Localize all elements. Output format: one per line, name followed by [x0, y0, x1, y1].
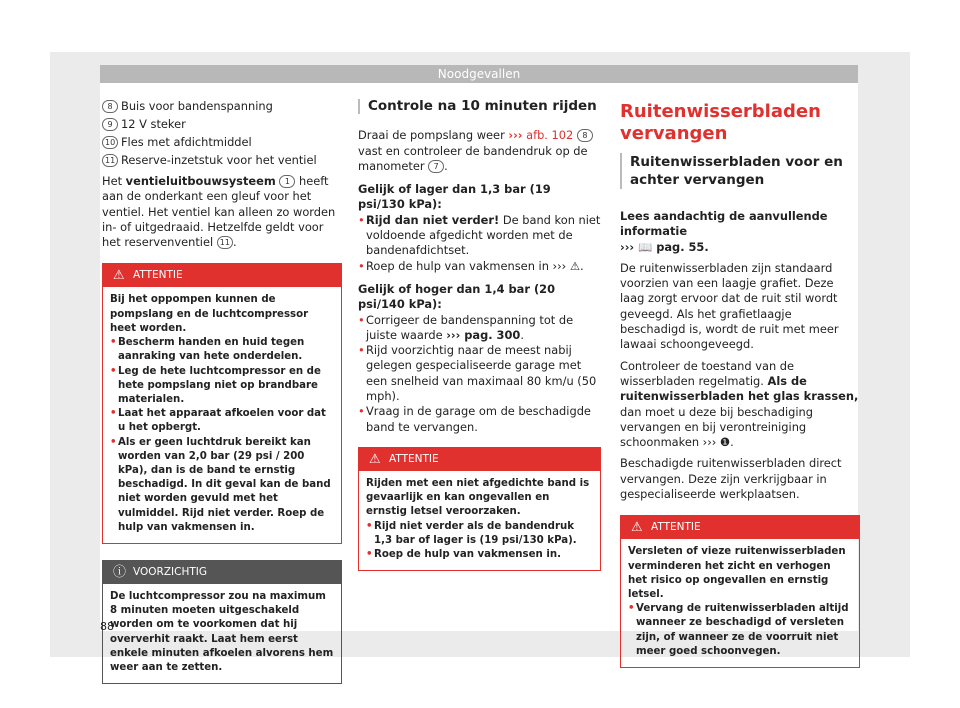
list-item-text: Buis voor bandenspanning — [121, 99, 273, 113]
page-link[interactable]: ››› 📖 pag. 55. — [620, 239, 709, 254]
figure-link[interactable]: afb. 102 — [522, 128, 574, 143]
caution-body: De luchtcompressor zou na maximum 8 minuten moeten uitgeschakeld worden om te voorkomen dat hij oververhit raakt. Laat hem eerst enkele minuten afkoelen alvorens hem weer aan te zetten. — [110, 590, 334, 673]
attention-box — [102, 263, 342, 543]
item-number: 10 — [102, 136, 118, 149]
bullet: • Vraag in de garage om de beschadigde band te vervangen. — [358, 404, 591, 434]
ref-badge: 7 — [428, 160, 444, 173]
ref-badge: 8 — [577, 129, 593, 142]
item-number: 11 — [102, 154, 118, 167]
item-number: 8 — [102, 100, 118, 113]
list-item-text: 12 V steker — [121, 117, 186, 131]
high-pressure-heading: Gelijk of hoger dan 1,4 bar (20 psi/140 kPa): — [358, 281, 556, 312]
paragraph: Beschadigde ruitenwisserbladen direct vervangen. Deze zijn verkrijgbaar in gespecialiseerde werkplaatsen. — [620, 456, 842, 502]
bullet: • Roep de hulp van vakmensen in. — [366, 548, 561, 560]
bullet: • Vervang de ruitenwisserbladen altijd wanneer ze beschadigd of versleten zijn, of wanneer ze de voorruit niet meer goed schoonvegen. — [628, 603, 849, 657]
bullet: • Rijd dan niet verder! De band kon niet voldoende afgedicht worden met de bandenafdichtset. — [358, 212, 601, 258]
warning-icon: ⚠ — [369, 451, 381, 467]
list-item — [102, 115, 342, 133]
column-3 — [620, 101, 860, 668]
attention-header: ⚠ ATTENTIE — [359, 448, 600, 471]
low-pressure-heading: Gelijk of lager dan 1,3 bar (19 psi/130 kPa): — [358, 182, 551, 212]
intro-paragraph: Draai de pompslang weer ››› afb. 102 8 vast en controleer de bandendruk op de manometer 7 . — [358, 128, 601, 174]
section-header: Noodgevallen — [100, 65, 858, 83]
bullet: • Rijd niet verder als de bandendruk 1,3 bar of lager is (19 psi/130 kPa). — [366, 520, 577, 546]
item-number: 9 — [102, 118, 118, 131]
column-1 — [102, 97, 342, 684]
attention-box — [620, 515, 860, 668]
list-item-text: Reserve-inzetstuk voor het ventiel — [121, 153, 317, 167]
caution-box — [102, 560, 342, 684]
page-content — [100, 83, 859, 673]
caution-header: ⓘ VOORZICHTIG — [103, 561, 341, 584]
info-icon: ⓘ — [113, 564, 127, 580]
bullet: • Als er geen luchtdruk bereikt kan worden van 2,0 bar (29 psi / 200 kPa), dan is de band te ernstig beschadigd. In dit geval kan de band niet worden gevuld met het vulmiddel. Rijd niet verder. Roep de hulp van vakmensen in. — [110, 436, 331, 533]
bullet: • Rijd voorzichtig naar de meest nabij gelegen gespecialiseerde garage met een snelheid van maximaal 80 km/u (50 mph). — [358, 343, 597, 404]
chapter-title: Ruitenwisserbladen vervangen — [620, 101, 821, 144]
section-subtitle: Ruitenwisserbladen voor en achter vervangen — [620, 153, 860, 189]
warning-icon: ⚠ — [113, 268, 125, 284]
section-heading: Controle na 10 minuten rijden — [358, 99, 601, 114]
bullet: • Bescherm handen en huid tegen aanraking van hete onderdelen. — [110, 337, 305, 363]
list-item — [102, 151, 342, 169]
valve-paragraph: Het ventieluitbouwsysteem 1 heeft aan de onderkant een gleuf voor het ventiel. Het ventiel kan alleen zo worden in- of uitgedraaid. Hetzelfde geldt voor het reservenventiel 11 . — [102, 174, 336, 250]
ref-badge: 11 — [217, 236, 233, 249]
list-item — [102, 97, 342, 115]
bullet: • Laat het apparaat afkoelen voor dat u het opbergt. — [110, 408, 326, 434]
info-reference: Lees aandachtig de aanvullende informatie ››› 📖 pag. 55. — [620, 209, 828, 254]
attention-body: Versleten of vieze ruitenwisserbladen verminderen het zicht en verhogen het risico op ongevallen en ernstig letsel. • Vervang de ruitenwisserbladen altijd wanneer ze beschadigd of versleten zijn, of wanneer ze de voorruit niet meer goed schoonvegen. — [621, 539, 859, 667]
bullet: • Leg de hete luchtcompressor en de hete pompslang niet op brandbare materialen. — [110, 365, 321, 405]
bullet: • Roep de hulp van vakmensen in ››› ⚠. — [358, 258, 584, 273]
warning-icon: ⚠ — [631, 520, 643, 536]
page-link[interactable]: ››› pag. 300 — [446, 327, 521, 342]
column-2 — [358, 99, 601, 571]
paragraph: De ruitenwisserbladen zijn standaard voorzien van een laagje grafiet. Deze laag zorgt ervoor dat de ruit stil wordt geveegd. Als het grafietlaagje beschadigd is, wordt de ruit met meer lawaai schoongeveegd. — [620, 260, 839, 352]
attention-header: ⚠ ATTENTIE — [621, 516, 859, 539]
paragraph: Controleer de toestand van de wisserbladen regelmatig. Als de ruitenwisserbladen het glas krassen, dan moet u deze bij beschadiging vervangen en bij verontreiniging schoonmaken ››› ❶. — [620, 358, 859, 450]
ref-badge: 1 — [279, 175, 295, 188]
list-item — [102, 133, 342, 151]
list-item-text: Fles met afdichtmiddel — [121, 135, 252, 149]
bullet: • Corrigeer de bandenspanning tot de juiste waarde ››› pag. 300. — [358, 312, 574, 342]
attention-box — [358, 447, 601, 571]
attention-body: Rijden met een niet afgedichte band is gevaarlijk en kan ongevallen en ernstig letsel veroorzaken. • Rijd niet verder als de bandendruk 1,3 bar of lager is (19 psi/130 kPa). • Roep de hulp van vakmensen in. — [359, 471, 600, 570]
page-number: 88 — [100, 620, 114, 633]
attention-body: Bij het oppompen kunnen de pompslang en de luchtcompressor heet worden. • Bescherm handen en huid tegen aanraking van hete onderdelen. • Leg de hete luchtcompressor en de hete pompslang niet op brandbare materialen. • Laat het apparaat afkoelen voor dat u het opbergt. • Als er geen luchtdruk bereikt kan worden van 2,0 bar (29 psi / 200 kPa), dan is de band te ernstig beschadigd. In dit geval kan de band niet worden gevuld met het vulmiddel. Rijd niet verder. Roep de hulp van vakmensen in. — [103, 287, 341, 542]
attention-header: ⚠ ATTENTIE — [103, 264, 341, 287]
